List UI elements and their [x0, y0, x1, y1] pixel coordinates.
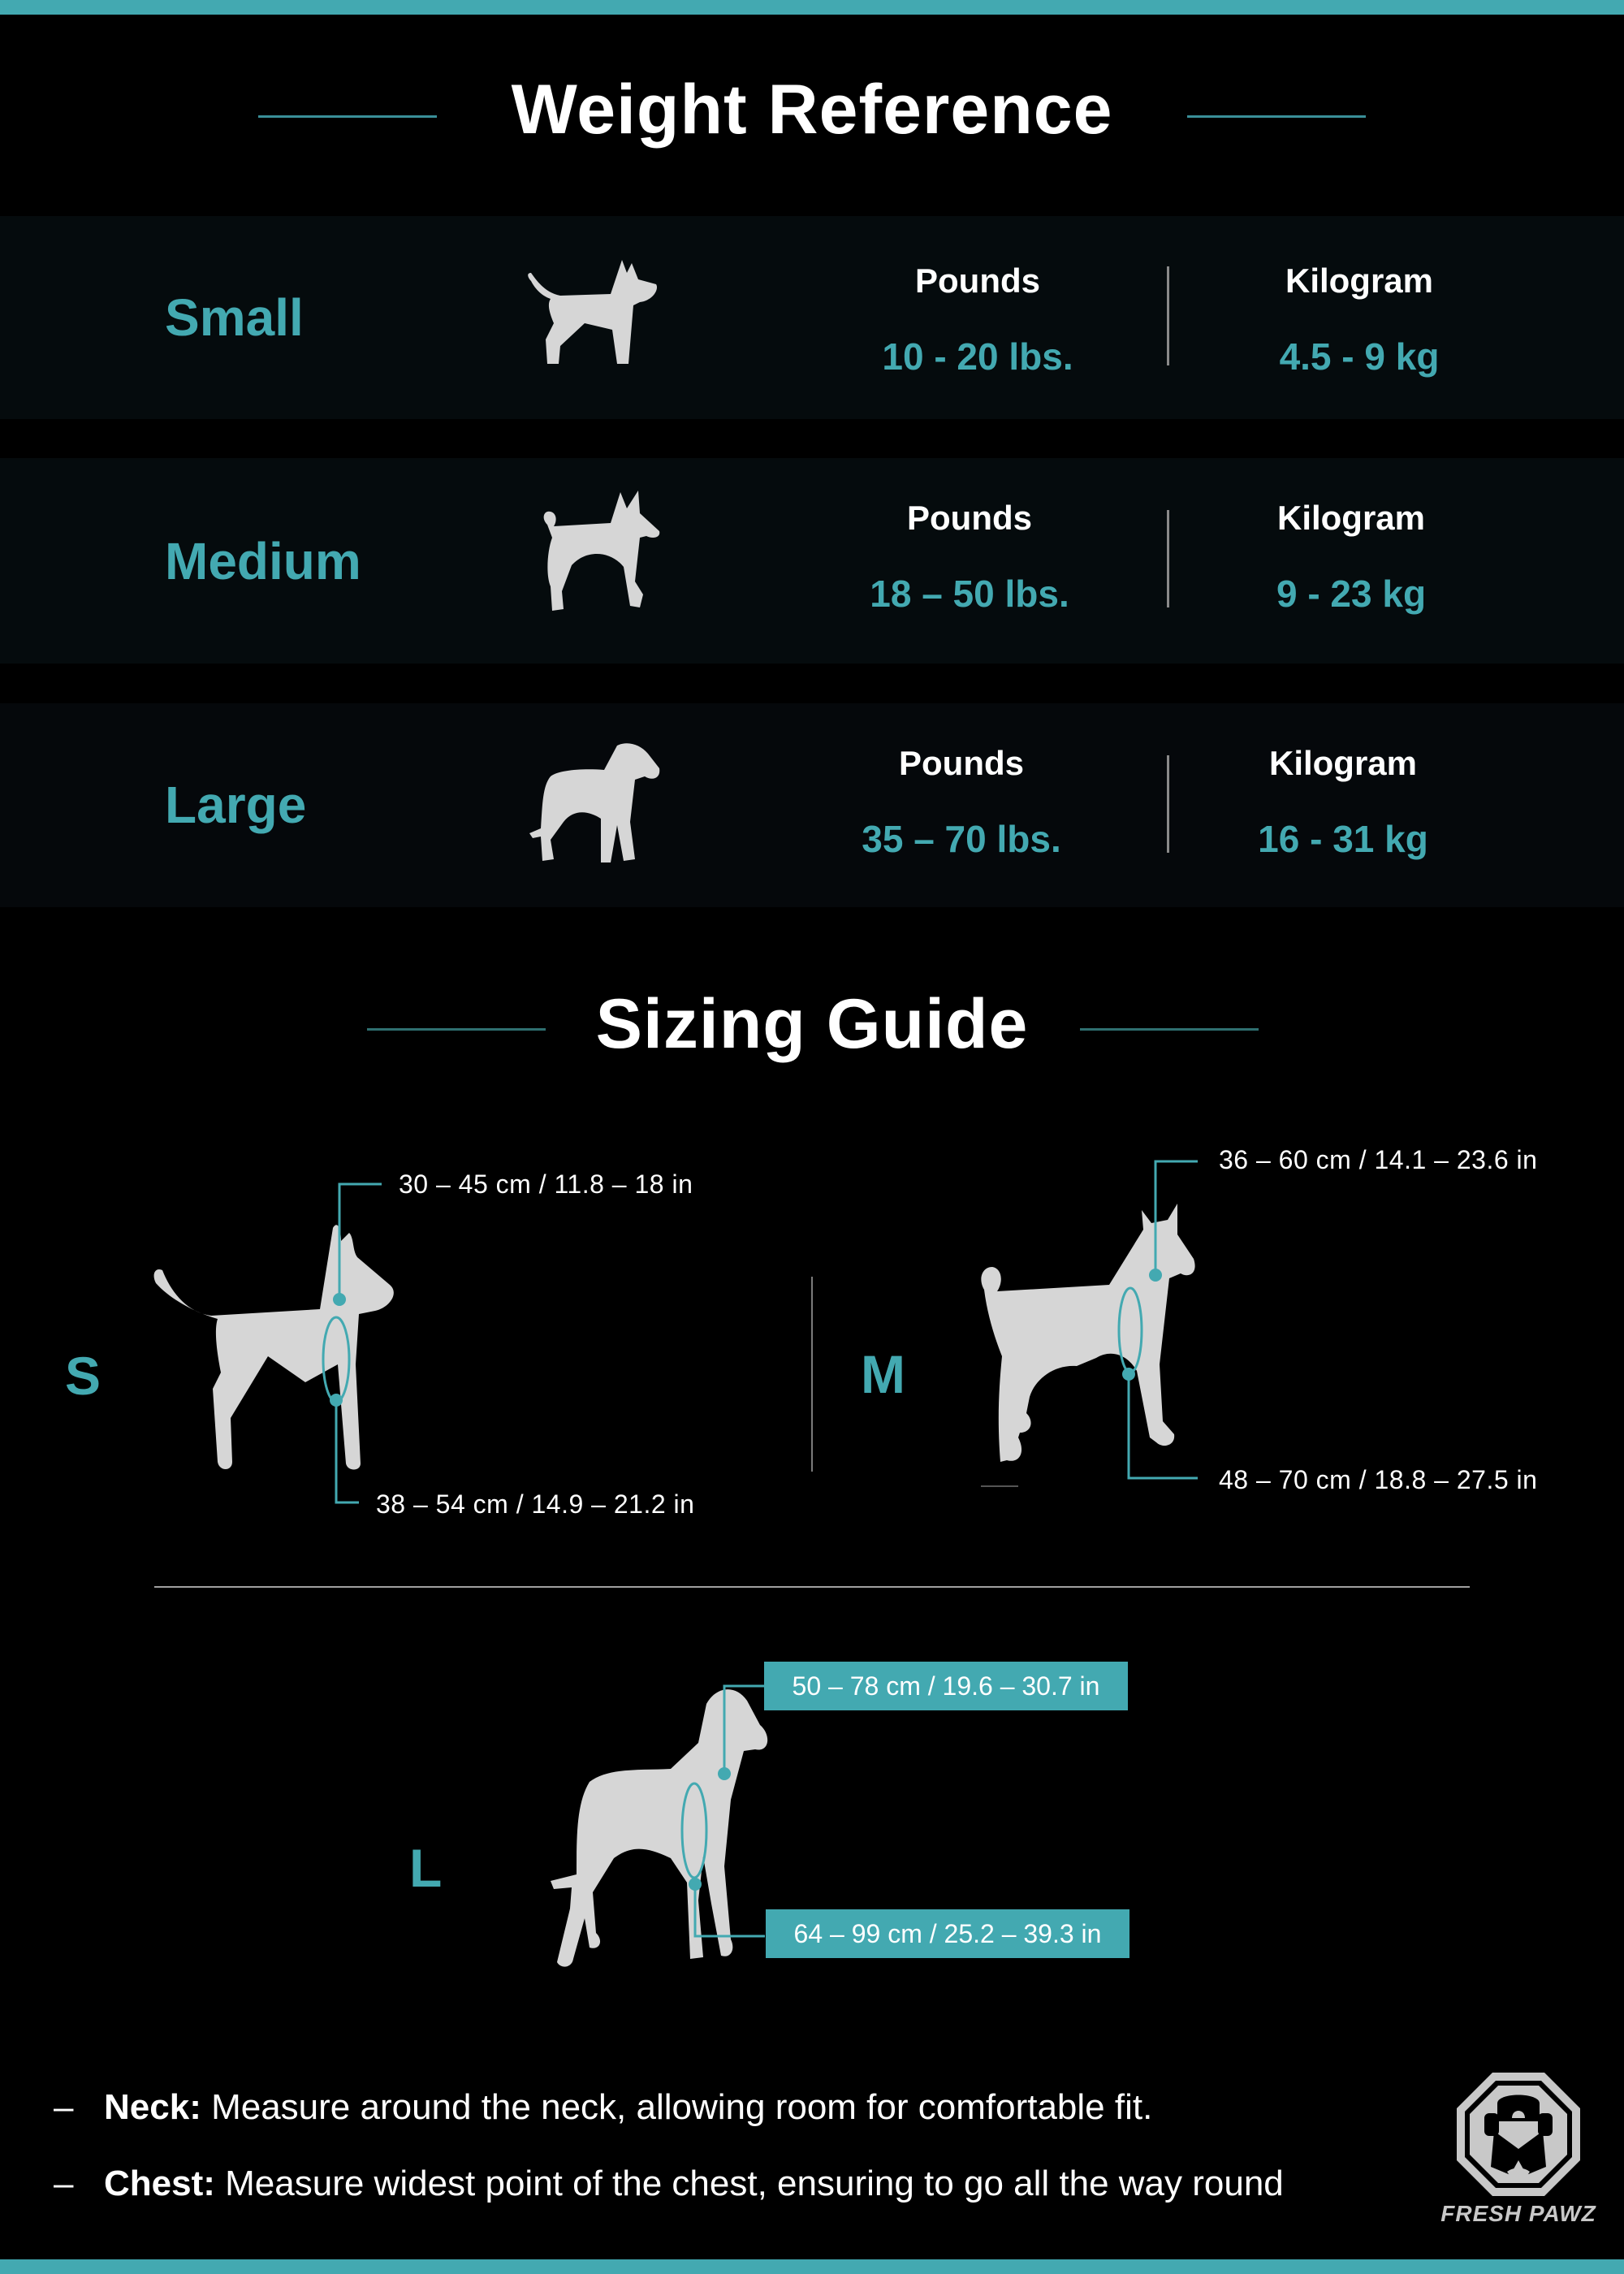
- pounds-label: Pounds: [915, 262, 1040, 300]
- large-dog-silhouette-icon: [526, 741, 666, 866]
- chest-measurement: 38 – 54 cm / 14.9 – 21.2 in: [376, 1489, 695, 1519]
- octagon-dog-cap-logo-icon: [1455, 2071, 1582, 2198]
- neck-measurement: 30 – 45 cm / 11.8 – 18 in: [399, 1169, 693, 1199]
- note-label: Chest:: [104, 2164, 215, 2203]
- kilogram-value: 9 - 23 kg: [1276, 573, 1427, 615]
- column-divider: [1167, 755, 1169, 853]
- kilogram-label: Kilogram: [1285, 262, 1434, 300]
- bullet-dash: –: [54, 2164, 74, 2203]
- s-m-divider: [811, 1277, 813, 1472]
- pounds-value: 18 – 50 lbs.: [870, 573, 1069, 615]
- weight-row-small: [0, 216, 1624, 419]
- size-letter: M: [861, 1344, 905, 1404]
- small-dog-silhouette-icon: [526, 255, 660, 365]
- size-name: Small: [165, 288, 304, 347]
- column-divider: [1167, 510, 1169, 607]
- sizing-guide-title: Sizing Guide: [595, 985, 1029, 1063]
- note-label: Neck:: [104, 2087, 201, 2127]
- pounds-label: Pounds: [899, 744, 1024, 782]
- neck-measurement-box: 50 – 78 cm / 19.6 – 30.7 in: [764, 1662, 1128, 1710]
- brand-name: FRESH PAWZ: [1440, 2201, 1596, 2226]
- column-divider: [1167, 266, 1169, 365]
- weight-row-large: [0, 703, 1624, 907]
- weight-row-medium: [0, 458, 1624, 664]
- medium-dog-measurement-illustration: [950, 1145, 1259, 1494]
- note-text: Measure around the neck, allowing room for comfortable fit.: [201, 2087, 1153, 2127]
- chest-measurement: 48 – 70 cm / 18.8 – 27.5 in: [1219, 1465, 1538, 1494]
- pounds-value: 10 - 20 lbs.: [882, 335, 1073, 378]
- neck-measurement: 36 – 60 cm / 14.1 – 23.6 in: [1219, 1145, 1538, 1174]
- note-chest: [54, 2164, 1284, 2204]
- pounds-label: Pounds: [907, 499, 1032, 537]
- sizing-divider-rule: [154, 1586, 1470, 1588]
- kilogram-value: 16 - 31 kg: [1258, 818, 1428, 860]
- chest-measurement-box: 64 – 99 cm / 25.2 – 39.3 in: [766, 1909, 1129, 1958]
- small-dog-measurement-illustration: [146, 1169, 487, 1527]
- bullet-dash: –: [54, 2087, 74, 2127]
- size-name: Medium: [165, 532, 361, 590]
- weight-reference-title: Weight Reference: [511, 71, 1113, 149]
- size-name: Large: [165, 776, 307, 834]
- brand-logo: [1437, 2071, 1600, 2233]
- note-text: Measure widest point of the chest, ensuring to go all the way round: [214, 2164, 1284, 2203]
- kilogram-label: Kilogram: [1268, 744, 1418, 782]
- bottom-accent-bar: [0, 2259, 1624, 2274]
- pounds-value: 35 – 70 lbs.: [862, 818, 1061, 860]
- kilogram-value: 4.5 - 9 kg: [1279, 335, 1440, 378]
- top-accent-bar: [0, 0, 1624, 15]
- size-letter: L: [409, 1838, 443, 1898]
- medium-dog-silhouette-icon: [529, 486, 666, 616]
- size-letter: S: [65, 1346, 102, 1406]
- note-neck: [54, 2087, 1152, 2128]
- kilogram-label: Kilogram: [1276, 499, 1426, 537]
